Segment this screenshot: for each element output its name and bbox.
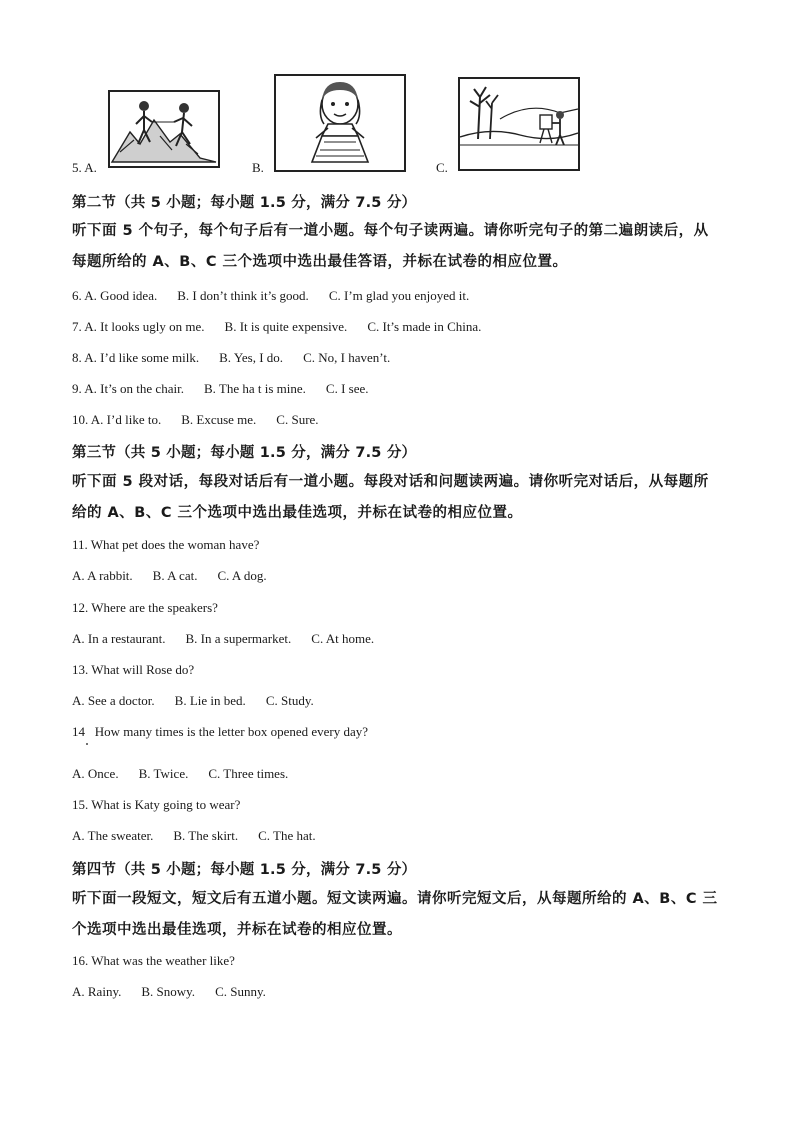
question-10 (72, 412, 319, 428)
option-b[interactable]: B. It is quite expensive. (224, 319, 348, 334)
option-c[interactable]: C. I see. (325, 381, 369, 396)
section-4-instruction: 听下面一段短文，短文后有五道小题。短文读两遍。请你听完短文后，从每题所给的 A、B、C 三个选项中选出最佳选项，并标在试卷的相应位置。 (72, 891, 718, 938)
q5-option-a-label: 5. A. (72, 160, 97, 175)
question-number: 6. (72, 288, 82, 303)
climbers-illustration-icon (110, 92, 218, 166)
q5-option-b-label: B. (252, 160, 264, 175)
option-b[interactable]: B. Twice. (138, 766, 189, 781)
q5-picture-b-girl[interactable] (274, 74, 406, 172)
option-c[interactable]: C. Three times. (208, 766, 289, 781)
option-c[interactable]: C. A dog. (217, 568, 267, 583)
option-a[interactable]: A. It’s on the chair. (84, 381, 184, 396)
option-b[interactable]: B. I don’t think it’s good. (177, 288, 309, 303)
section-2-instruction: 听下面 5 个句子，每个句子后有一道小题。每个句子读两遍。请你听完句子的第二遍朗读后，从每题所给的 A、B、C 三个选项中选出最佳答语，并标在试卷的相应位置。 (72, 223, 709, 270)
option-a[interactable]: A. It looks ugly on me. (84, 319, 205, 334)
option-c[interactable]: C. It’s made in China. (367, 319, 482, 334)
option-c[interactable]: C. No, I haven’t. (303, 350, 391, 365)
question-14-stem: 14 How many times is the letter box opened every day? (72, 724, 369, 739)
option-c[interactable]: C. I’m glad you enjoyed it. (328, 288, 470, 303)
question-7 (72, 319, 481, 335)
option-b[interactable]: B. The ha t is mine. (203, 381, 306, 396)
option-b[interactable]: B. A cat. (152, 568, 198, 583)
option-a[interactable]: A. I’d like some milk. (84, 350, 200, 365)
section-3-instruction: 听下面 5 段对话，每段对话后有一道小题。每段对话和问题读两遍。请你听完对话后，从每题所给的 A、B、C 三个选项中选出最佳选项，并标在试卷的相应位置。 (72, 474, 709, 521)
option-a[interactable]: A. Rainy. (72, 984, 122, 999)
option-c[interactable]: C. The hat. (258, 828, 316, 843)
section-2-heading: 第二节（共 5 小题；每小题 1.5 分，满分 7.5 分） (72, 195, 417, 211)
stray-dot (86, 743, 88, 745)
option-b[interactable]: B. Excuse me. (181, 412, 257, 427)
question-16-stem: 16. What was the weather like? (72, 953, 235, 968)
option-a[interactable]: A. A rabbit. (72, 568, 133, 583)
question-15-options (72, 828, 316, 844)
option-b[interactable]: B. Lie in bed. (174, 693, 246, 708)
question-number: 9. (72, 381, 82, 396)
question-6 (72, 288, 469, 304)
option-c[interactable]: C. Sunny. (215, 984, 266, 999)
question-8 (72, 350, 390, 366)
option-a[interactable]: A. See a doctor. (72, 693, 155, 708)
option-a[interactable]: A. In a restaurant. (72, 631, 166, 646)
section-4-heading: 第四节（共 5 小题；每小题 1.5 分，满分 7.5 分） (72, 862, 417, 878)
option-c[interactable]: C. Study. (265, 693, 314, 708)
option-b[interactable]: B. The skirt. (173, 828, 239, 843)
option-a[interactable]: A. Once. (72, 766, 119, 781)
question-12-options (72, 631, 374, 647)
question-number: 7. (72, 319, 82, 334)
option-b[interactable]: B. Yes, I do. (219, 350, 284, 365)
question-12-stem: 12. Where are the speakers? (72, 600, 218, 615)
question-13-options (72, 693, 314, 709)
question-15-stem: 15. What is Katy going to wear? (72, 797, 241, 812)
question-13-stem: 13. What will Rose do? (72, 662, 195, 677)
question-number: 8. (72, 350, 82, 365)
q5-option-c-label: C. (436, 160, 448, 175)
question-14-options (72, 766, 288, 782)
question-9 (72, 381, 369, 397)
option-a[interactable]: A. The sweater. (72, 828, 154, 843)
option-a[interactable]: A. Good idea. (84, 288, 158, 303)
question-11-options (72, 568, 267, 584)
question-11-stem: 11. What pet does the woman have? (72, 537, 260, 552)
section-3-heading: 第三节（共 5 小题；每小题 1.5 分，满分 7.5 分） (72, 445, 417, 461)
question-16-options (72, 984, 266, 1000)
option-c[interactable]: C. Sure. (276, 412, 319, 427)
option-b[interactable]: B. In a supermarket. (185, 631, 292, 646)
q5-picture-c-painter[interactable] (458, 77, 580, 171)
painter-landscape-illustration-icon (460, 79, 578, 169)
question-number: 10. (72, 412, 89, 427)
option-c[interactable]: C. At home. (311, 631, 375, 646)
option-a[interactable]: A. I’d like to. (90, 412, 162, 427)
option-b[interactable]: B. Snowy. (141, 984, 196, 999)
girl-illustration-icon (276, 76, 404, 170)
q5-picture-a-climbers[interactable] (108, 90, 220, 168)
